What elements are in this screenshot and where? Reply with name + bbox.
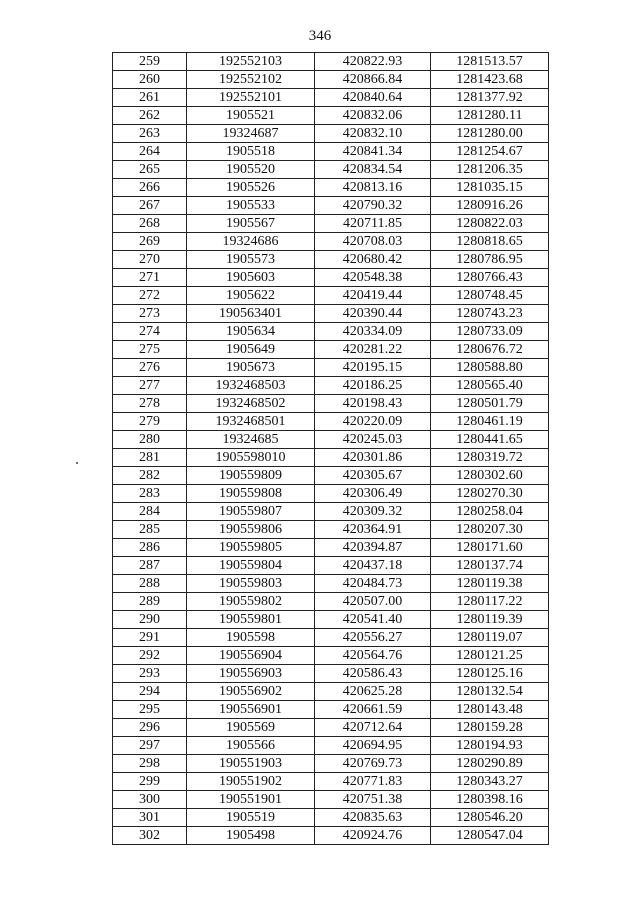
table-row	[113, 305, 549, 323]
point-code-cell: 19324685	[187, 431, 315, 449]
x-coordinate-cell: 420541.40	[315, 611, 431, 629]
point-code-cell: 19324686	[187, 233, 315, 251]
x-coordinate-cell: 420866.84	[315, 71, 431, 89]
point-code-cell: 1905634	[187, 323, 315, 341]
point-number-cell: 275	[113, 341, 187, 359]
table-row	[113, 539, 549, 557]
x-coordinate-cell: 420195.15	[315, 359, 431, 377]
table-row	[113, 269, 549, 287]
x-coordinate-cell: 420711.85	[315, 215, 431, 233]
x-coordinate-cell: 420548.38	[315, 269, 431, 287]
y-coordinate-cell: 1280916.26	[431, 197, 549, 215]
y-coordinate-cell: 1280159.28	[431, 719, 549, 737]
y-coordinate-cell: 1280302.60	[431, 467, 549, 485]
y-coordinate-cell: 1280132.54	[431, 683, 549, 701]
point-code-cell: 190559808	[187, 485, 315, 503]
y-coordinate-cell: 1281206.35	[431, 161, 549, 179]
table-row	[113, 233, 549, 251]
point-number-cell: 283	[113, 485, 187, 503]
x-coordinate-cell: 420834.54	[315, 161, 431, 179]
x-coordinate-cell: 420301.86	[315, 449, 431, 467]
point-code-cell: 1905567	[187, 215, 315, 233]
x-coordinate-cell: 420625.28	[315, 683, 431, 701]
y-coordinate-cell: 1280461.19	[431, 413, 549, 431]
x-coordinate-cell: 420840.64	[315, 89, 431, 107]
point-number-cell: 297	[113, 737, 187, 755]
y-coordinate-cell: 1280117.22	[431, 593, 549, 611]
y-coordinate-cell: 1280743.23	[431, 305, 549, 323]
table-row	[113, 503, 549, 521]
point-code-cell: 19324687	[187, 125, 315, 143]
coordinates-table	[112, 52, 549, 845]
point-number-cell: 273	[113, 305, 187, 323]
point-number-cell: 260	[113, 71, 187, 89]
point-number-cell: 277	[113, 377, 187, 395]
x-coordinate-cell: 420198.43	[315, 395, 431, 413]
point-number-cell: 289	[113, 593, 187, 611]
point-number-cell: 286	[113, 539, 187, 557]
point-code-cell: 1932468503	[187, 377, 315, 395]
point-number-cell: 265	[113, 161, 187, 179]
y-coordinate-cell: 1280546.20	[431, 809, 549, 827]
point-number-cell: 276	[113, 359, 187, 377]
point-code-cell: 1905519	[187, 809, 315, 827]
y-coordinate-cell: 1280733.09	[431, 323, 549, 341]
x-coordinate-cell: 420790.32	[315, 197, 431, 215]
table-row	[113, 719, 549, 737]
point-number-cell: 290	[113, 611, 187, 629]
point-code-cell: 1905569	[187, 719, 315, 737]
point-number-cell: 285	[113, 521, 187, 539]
y-coordinate-cell: 1281280.11	[431, 107, 549, 125]
x-coordinate-cell: 420437.18	[315, 557, 431, 575]
point-code-cell: 1905673	[187, 359, 315, 377]
x-coordinate-cell: 420281.22	[315, 341, 431, 359]
x-coordinate-cell: 420305.67	[315, 467, 431, 485]
y-coordinate-cell: 1280319.72	[431, 449, 549, 467]
x-coordinate-cell: 420694.95	[315, 737, 431, 755]
x-coordinate-cell: 420394.87	[315, 539, 431, 557]
x-coordinate-cell: 420186.25	[315, 377, 431, 395]
y-coordinate-cell: 1281513.57	[431, 53, 549, 71]
x-coordinate-cell: 420813.16	[315, 179, 431, 197]
x-coordinate-cell: 420832.06	[315, 107, 431, 125]
point-number-cell: 270	[113, 251, 187, 269]
x-coordinate-cell: 420245.03	[315, 431, 431, 449]
y-coordinate-cell: 1281423.68	[431, 71, 549, 89]
point-code-cell: 190551901	[187, 791, 315, 809]
y-coordinate-cell: 1280441.65	[431, 431, 549, 449]
point-code-cell: 190556904	[187, 647, 315, 665]
point-number-cell: 274	[113, 323, 187, 341]
point-number-cell: 281	[113, 449, 187, 467]
x-coordinate-cell: 420364.91	[315, 521, 431, 539]
point-code-cell: 1905649	[187, 341, 315, 359]
stray-dot-mark	[76, 462, 78, 464]
y-coordinate-cell: 1280822.03	[431, 215, 549, 233]
y-coordinate-cell: 1280818.65	[431, 233, 549, 251]
point-number-cell: 262	[113, 107, 187, 125]
y-coordinate-cell: 1280547.04	[431, 827, 549, 845]
point-code-cell: 192552101	[187, 89, 315, 107]
y-coordinate-cell: 1280143.48	[431, 701, 549, 719]
point-number-cell: 295	[113, 701, 187, 719]
table-row	[113, 449, 549, 467]
y-coordinate-cell: 1280194.93	[431, 737, 549, 755]
y-coordinate-cell: 1280501.79	[431, 395, 549, 413]
x-coordinate-cell: 420484.73	[315, 575, 431, 593]
point-number-cell: 296	[113, 719, 187, 737]
x-coordinate-cell: 420220.09	[315, 413, 431, 431]
table-row	[113, 809, 549, 827]
point-number-cell: 268	[113, 215, 187, 233]
y-coordinate-cell: 1280588.80	[431, 359, 549, 377]
point-number-cell: 271	[113, 269, 187, 287]
table-row	[113, 737, 549, 755]
point-code-cell: 1905533	[187, 197, 315, 215]
table-row	[113, 629, 549, 647]
table-row	[113, 701, 549, 719]
y-coordinate-cell: 1281377.92	[431, 89, 549, 107]
point-number-cell: 293	[113, 665, 187, 683]
table-row	[113, 773, 549, 791]
y-coordinate-cell: 1280119.38	[431, 575, 549, 593]
table-row	[113, 251, 549, 269]
point-code-cell: 1932468502	[187, 395, 315, 413]
table-row	[113, 359, 549, 377]
x-coordinate-cell: 420841.34	[315, 143, 431, 161]
table-row	[113, 377, 549, 395]
table-row	[113, 413, 549, 431]
table-row	[113, 431, 549, 449]
point-code-cell: 1905598010	[187, 449, 315, 467]
x-coordinate-cell: 420771.83	[315, 773, 431, 791]
table-row	[113, 755, 549, 773]
point-number-cell: 287	[113, 557, 187, 575]
point-code-cell: 190559802	[187, 593, 315, 611]
point-number-cell: 302	[113, 827, 187, 845]
point-code-cell: 1905566	[187, 737, 315, 755]
point-code-cell: 1905573	[187, 251, 315, 269]
x-coordinate-cell: 420680.42	[315, 251, 431, 269]
point-code-cell: 190559801	[187, 611, 315, 629]
point-number-cell: 294	[113, 683, 187, 701]
x-coordinate-cell: 420586.43	[315, 665, 431, 683]
x-coordinate-cell: 420661.59	[315, 701, 431, 719]
page-number: 346	[308, 28, 332, 44]
y-coordinate-cell: 1280676.72	[431, 341, 549, 359]
y-coordinate-cell: 1280258.04	[431, 503, 549, 521]
point-code-cell: 190551902	[187, 773, 315, 791]
point-code-cell: 190559804	[187, 557, 315, 575]
table-row	[113, 53, 549, 71]
point-code-cell: 190559806	[187, 521, 315, 539]
point-code-cell: 190551903	[187, 755, 315, 773]
table-row	[113, 143, 549, 161]
table-row	[113, 521, 549, 539]
x-coordinate-cell: 420832.10	[315, 125, 431, 143]
point-code-cell: 190556902	[187, 683, 315, 701]
y-coordinate-cell: 1280786.95	[431, 251, 549, 269]
y-coordinate-cell: 1280171.60	[431, 539, 549, 557]
table-row	[113, 575, 549, 593]
table-row	[113, 161, 549, 179]
table-row	[113, 683, 549, 701]
table-row	[113, 557, 549, 575]
point-number-cell: 288	[113, 575, 187, 593]
point-code-cell: 1905526	[187, 179, 315, 197]
table-row	[113, 485, 549, 503]
x-coordinate-cell: 420309.32	[315, 503, 431, 521]
point-number-cell: 301	[113, 809, 187, 827]
y-coordinate-cell: 1280125.16	[431, 665, 549, 683]
table-row	[113, 791, 549, 809]
point-code-cell: 1932468501	[187, 413, 315, 431]
y-coordinate-cell: 1280290.89	[431, 755, 549, 773]
point-number-cell: 300	[113, 791, 187, 809]
point-code-cell: 190556901	[187, 701, 315, 719]
point-code-cell: 1905498	[187, 827, 315, 845]
x-coordinate-cell: 420306.49	[315, 485, 431, 503]
point-number-cell: 259	[113, 53, 187, 71]
table-row	[113, 647, 549, 665]
x-coordinate-cell: 420556.27	[315, 629, 431, 647]
point-number-cell: 266	[113, 179, 187, 197]
table-row	[113, 215, 549, 233]
y-coordinate-cell: 1280121.25	[431, 647, 549, 665]
x-coordinate-cell: 420507.00	[315, 593, 431, 611]
point-number-cell: 292	[113, 647, 187, 665]
table-row	[113, 467, 549, 485]
point-number-cell: 280	[113, 431, 187, 449]
table-row	[113, 89, 549, 107]
point-number-cell: 298	[113, 755, 187, 773]
point-number-cell: 272	[113, 287, 187, 305]
x-coordinate-cell: 420822.93	[315, 53, 431, 71]
point-code-cell: 1905622	[187, 287, 315, 305]
point-number-cell: 284	[113, 503, 187, 521]
x-coordinate-cell: 420835.63	[315, 809, 431, 827]
point-code-cell: 1905603	[187, 269, 315, 287]
y-coordinate-cell: 1281254.67	[431, 143, 549, 161]
table-row	[113, 593, 549, 611]
table-row	[113, 125, 549, 143]
y-coordinate-cell: 1280398.16	[431, 791, 549, 809]
x-coordinate-cell: 420708.03	[315, 233, 431, 251]
point-code-cell: 190559805	[187, 539, 315, 557]
y-coordinate-cell: 1280270.30	[431, 485, 549, 503]
table-row	[113, 341, 549, 359]
y-coordinate-cell: 1280119.39	[431, 611, 549, 629]
x-coordinate-cell: 420924.76	[315, 827, 431, 845]
x-coordinate-cell: 420769.73	[315, 755, 431, 773]
y-coordinate-cell: 1280207.30	[431, 521, 549, 539]
table-row	[113, 287, 549, 305]
table-row	[113, 179, 549, 197]
point-number-cell: 269	[113, 233, 187, 251]
table-row	[113, 71, 549, 89]
point-number-cell: 267	[113, 197, 187, 215]
point-number-cell: 278	[113, 395, 187, 413]
point-code-cell: 1905520	[187, 161, 315, 179]
table-row	[113, 827, 549, 845]
y-coordinate-cell: 1280748.45	[431, 287, 549, 305]
y-coordinate-cell: 1280137.74	[431, 557, 549, 575]
point-code-cell: 190556903	[187, 665, 315, 683]
y-coordinate-cell: 1280343.27	[431, 773, 549, 791]
x-coordinate-cell: 420334.09	[315, 323, 431, 341]
point-number-cell: 279	[113, 413, 187, 431]
point-code-cell: 190559803	[187, 575, 315, 593]
point-code-cell: 190563401	[187, 305, 315, 323]
x-coordinate-cell: 420564.76	[315, 647, 431, 665]
y-coordinate-cell: 1280565.40	[431, 377, 549, 395]
point-code-cell: 190559809	[187, 467, 315, 485]
table-row	[113, 107, 549, 125]
x-coordinate-cell: 420751.38	[315, 791, 431, 809]
point-number-cell: 264	[113, 143, 187, 161]
table-row	[113, 323, 549, 341]
x-coordinate-cell: 420419.44	[315, 287, 431, 305]
y-coordinate-cell: 1281280.00	[431, 125, 549, 143]
x-coordinate-cell: 420390.44	[315, 305, 431, 323]
y-coordinate-cell: 1280119.07	[431, 629, 549, 647]
point-code-cell: 192552103	[187, 53, 315, 71]
point-number-cell: 261	[113, 89, 187, 107]
table-row	[113, 395, 549, 413]
point-code-cell: 1905521	[187, 107, 315, 125]
point-number-cell: 299	[113, 773, 187, 791]
table-row	[113, 665, 549, 683]
table-row	[113, 611, 549, 629]
point-code-cell: 192552102	[187, 71, 315, 89]
table-row	[113, 197, 549, 215]
y-coordinate-cell: 1281035.15	[431, 179, 549, 197]
x-coordinate-cell: 420712.64	[315, 719, 431, 737]
point-code-cell: 190559807	[187, 503, 315, 521]
point-code-cell: 1905598	[187, 629, 315, 647]
point-number-cell: 282	[113, 467, 187, 485]
coordinates-table-body	[113, 53, 549, 845]
point-number-cell: 291	[113, 629, 187, 647]
point-code-cell: 1905518	[187, 143, 315, 161]
point-number-cell: 263	[113, 125, 187, 143]
y-coordinate-cell: 1280766.43	[431, 269, 549, 287]
